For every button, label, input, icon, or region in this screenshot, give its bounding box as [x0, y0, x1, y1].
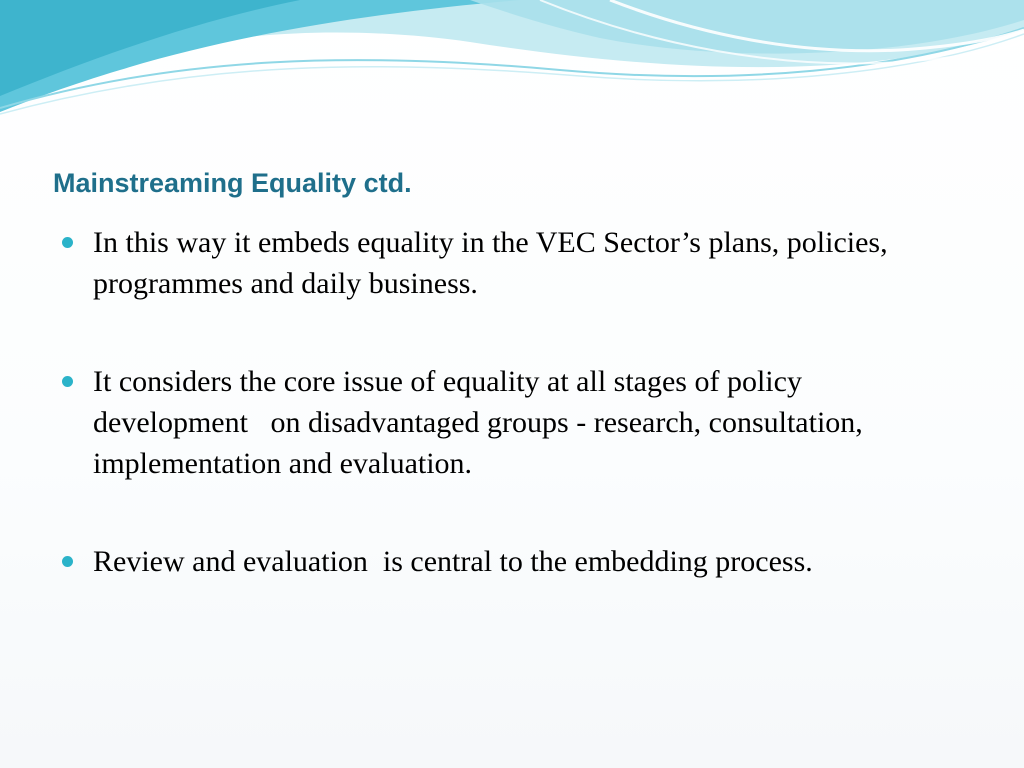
bullet-list: [62, 222, 962, 582]
slide-title: Mainstreaming Equality ctd.: [53, 168, 412, 198]
bullet-text: Review and evaluation is central to the embedding process.: [93, 545, 813, 578]
bullet-text: In this way it embeds equality in the VEC Sector’s plans, policies, programmes and daily business.: [93, 226, 896, 300]
bullet-text: It considers the core issue of equality at all stages of policy development on disadvantaged groups - research, consultation, implementation and evaluation.: [93, 365, 871, 480]
bullet-dot-icon: [62, 556, 73, 567]
bullet-dot-icon: [62, 237, 73, 248]
bullet-item: [62, 222, 962, 304]
bullet-item: [62, 361, 962, 484]
bullet-item: [62, 541, 962, 582]
header-wave-decoration: [0, 0, 1024, 130]
bullet-dot-icon: [62, 376, 73, 387]
